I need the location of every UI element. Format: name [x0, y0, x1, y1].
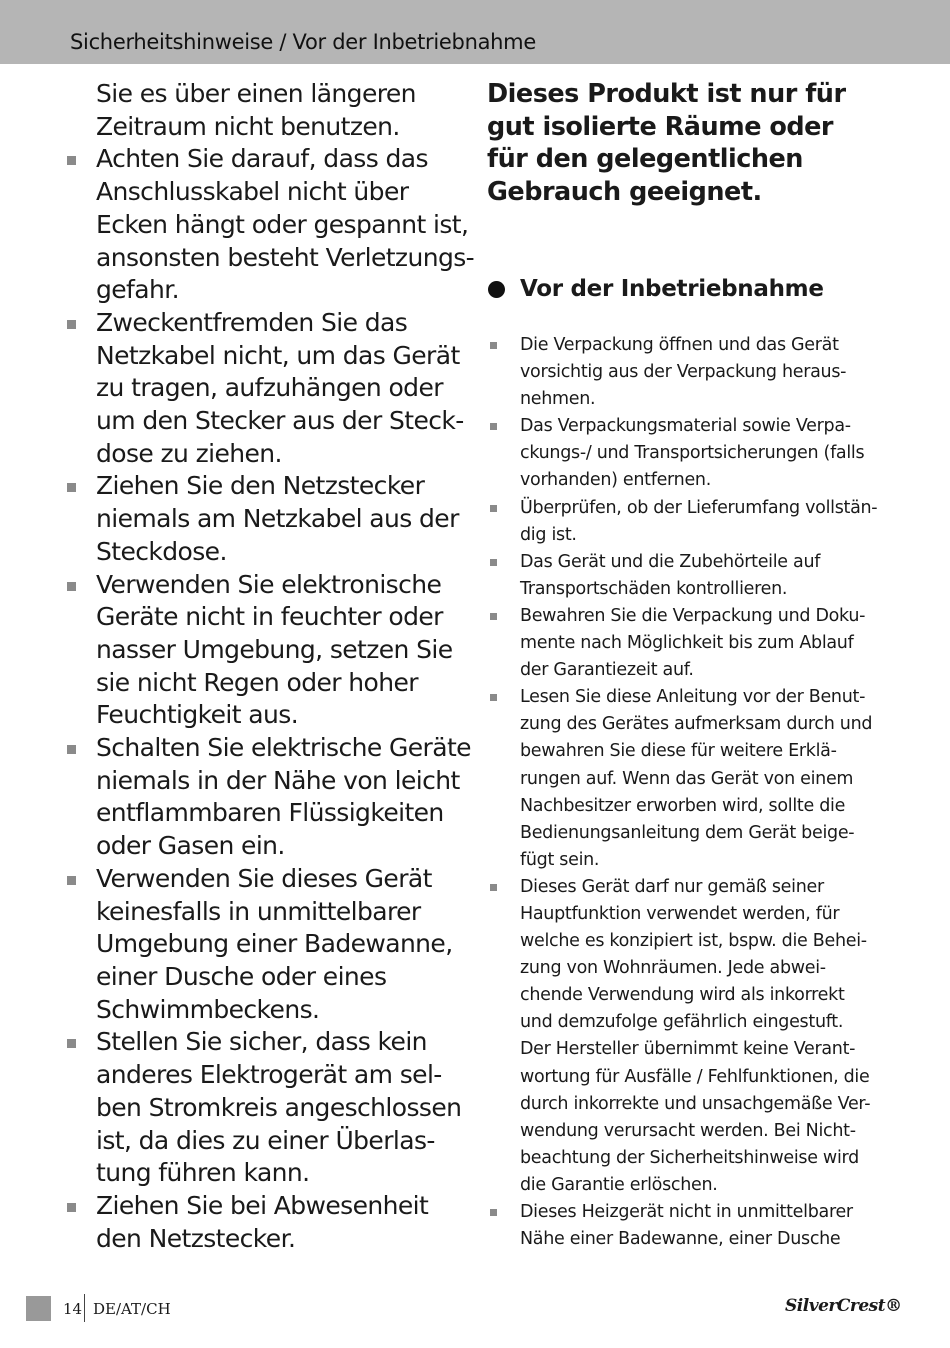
line-text: Dieses Heizgerät nicht in unmittelbarer — [520, 1202, 853, 1222]
list-item-line — [62, 765, 472, 798]
square-bullet-icon — [67, 745, 76, 754]
list-item-line — [62, 503, 472, 536]
list-item-start — [487, 1199, 897, 1226]
square-bullet-icon — [490, 342, 497, 349]
brand-logo: SilverCrest® — [785, 1296, 902, 1316]
line-text: Umgebung einer Badewanne, — [96, 929, 453, 959]
list-item-line — [62, 176, 472, 209]
list-item-line — [487, 711, 897, 738]
line-text: Ziehen Sie den Netzstecker — [96, 471, 425, 501]
line-text: Lesen Sie diese Anleitung vor der Benut- — [520, 687, 866, 708]
list-item-line — [62, 961, 472, 994]
line-text: ckungs-/ und Transportsicherungen (falls — [520, 443, 865, 464]
list-item-line — [62, 1092, 472, 1125]
line-text: Transportschäden kontrollieren. — [520, 578, 788, 599]
line-text: ben Stromkreis angeschlossen — [96, 1092, 462, 1122]
line-text: nehmen. — [520, 389, 596, 410]
list-item-line — [487, 1172, 897, 1199]
line-text: niemals in der Nähe von leicht — [96, 765, 460, 795]
list-item-line — [62, 699, 472, 732]
list-item-line — [487, 440, 897, 467]
line-text: wendung verursacht werden. Bei Nicht- — [520, 1120, 856, 1141]
line-text: niemals am Netzkabel aus der — [96, 504, 459, 534]
line-text: sie nicht Regen oder hoher — [96, 667, 418, 697]
list-item-line — [487, 847, 897, 874]
line-text: keinesfalls in unmittelbarer — [96, 896, 421, 926]
line-text: Achten Sie darauf, dass das — [96, 144, 428, 174]
list-item-line — [487, 657, 897, 684]
square-bullet-icon — [490, 505, 497, 512]
section-heading — [487, 274, 824, 304]
line-text: dig ist. — [520, 524, 577, 545]
list-item-start — [487, 495, 897, 522]
country-codes: DE/AT/CH — [93, 1300, 171, 1318]
list-item-line — [62, 830, 472, 863]
list-item-line — [62, 634, 472, 667]
line-text: zung des Gerätes aufmerksam durch und — [520, 714, 873, 735]
line-text: Feuchtigkeit aus. — [96, 700, 299, 730]
list-item-line — [62, 928, 472, 961]
line-text: fügt sein. — [520, 849, 600, 870]
line-text: entflammbaren Flüssigkeiten — [96, 798, 444, 828]
square-bullet-icon — [490, 613, 497, 620]
product-notice — [487, 78, 897, 208]
line-text: oder Gasen ein. — [96, 831, 285, 861]
list-item-start — [62, 143, 472, 176]
line-text: einer Dusche oder eines — [96, 961, 387, 991]
line-text: gefahr. — [96, 275, 179, 305]
list-item-start — [62, 1026, 472, 1059]
square-bullet-icon — [67, 320, 76, 329]
square-bullet-icon — [490, 884, 497, 891]
list-item-line — [62, 111, 472, 144]
list-item-line — [487, 1091, 897, 1118]
line-text: Schalten Sie elektrische Geräte — [96, 733, 471, 763]
list-item-line — [62, 797, 472, 830]
list-item-line — [487, 630, 897, 657]
list-item-line — [487, 386, 897, 413]
list-item-line — [487, 738, 897, 765]
list-item-start — [62, 863, 472, 896]
line-text: Nachbesitzer erworben wird, sollte die — [520, 795, 846, 816]
line-text: der Garantiezeit auf. — [520, 660, 694, 681]
line-text: Der Hersteller übernimmt keine Verant- — [520, 1039, 856, 1060]
list-item-line — [487, 1145, 897, 1172]
page-number: 14 — [63, 1300, 83, 1318]
notice-line: für den gelegentlichen — [487, 144, 803, 174]
list-item-line — [62, 1157, 472, 1190]
list-item-line — [62, 1059, 472, 1092]
list-item-line — [487, 928, 897, 955]
list-item-line — [62, 601, 472, 634]
square-bullet-icon — [67, 483, 76, 492]
line-text: Ziehen Sie bei Abwesenheit — [96, 1190, 429, 1220]
square-bullet-icon — [490, 559, 497, 566]
list-item-start — [487, 332, 897, 359]
list-item-line — [487, 955, 897, 982]
list-item-line — [62, 994, 472, 1027]
line-text: Überprüfen, ob der Lieferumfang vollstän- — [520, 497, 878, 518]
list-item-line — [487, 359, 897, 386]
line-text: ist, da dies zu einer Überlas- — [96, 1125, 435, 1155]
line-text: anderes Elektrogerät am sel- — [96, 1060, 442, 1090]
line-text: zung von Wohnräumen. Jede abwei- — [520, 958, 826, 979]
line-text: vorhanden) entfernen. — [520, 470, 711, 491]
list-item-line — [487, 793, 897, 820]
square-bullet-icon — [490, 1209, 497, 1216]
list-item-start — [487, 603, 897, 630]
line-text: Sie es über einen längeren — [96, 79, 416, 108]
list-item-start — [487, 874, 897, 901]
line-text: die Garantie erlöschen. — [520, 1174, 718, 1195]
line-text: Zweckentfremden Sie das — [96, 307, 408, 337]
preparation-list — [487, 332, 897, 1253]
line-text: Verwenden Sie elektronische — [96, 569, 442, 599]
list-item-line — [487, 766, 897, 793]
line-text: bewahren Sie diese für weitere Erklä- — [520, 741, 837, 762]
list-item-line — [487, 820, 897, 847]
line-text: Bewahren Sie die Verpackung und Doku- — [520, 605, 866, 626]
list-item-line — [62, 372, 472, 405]
list-item-start — [62, 470, 472, 503]
notice-line: Dieses Produkt ist nur für — [487, 79, 846, 109]
line-text: Das Gerät und die Zubehörteile auf — [520, 551, 821, 572]
line-text: vorsichtig aus der Verpackung heraus- — [520, 362, 847, 383]
list-item-line — [487, 522, 897, 549]
line-text: zu tragen, aufzuhängen oder — [96, 373, 443, 403]
list-item-line — [487, 576, 897, 603]
footer-marker — [26, 1296, 51, 1321]
list-item-line — [62, 78, 472, 111]
square-bullet-icon — [67, 156, 76, 165]
line-text: tung führen kann. — [96, 1158, 310, 1188]
line-text: Bedienungsanleitung dem Gerät beige- — [520, 822, 855, 843]
list-item-line — [62, 536, 472, 569]
line-text: Ecken hängt oder gespannt ist, — [96, 209, 469, 239]
list-item-start — [62, 1190, 472, 1223]
line-text: Hauptfunktion verwendet werden, für — [520, 903, 840, 924]
line-text: beachtung der Sicherheitshinweise wird — [520, 1147, 859, 1168]
list-item-line — [487, 1226, 897, 1253]
list-item-start — [487, 413, 897, 440]
list-item-start — [62, 732, 472, 765]
list-item-start — [62, 307, 472, 340]
list-item-line — [62, 274, 472, 307]
section-heading-text: Vor der Inbetriebnahme — [520, 276, 824, 302]
line-text: dose zu ziehen. — [96, 438, 282, 468]
line-text: rungen auf. Wenn das Gerät von einem — [520, 768, 854, 789]
line-text: Steckdose. — [96, 536, 227, 566]
line-text: Verwenden Sie dieses Gerät — [96, 863, 432, 893]
list-item-line — [62, 438, 472, 471]
square-bullet-icon — [67, 876, 76, 885]
line-text: Stellen Sie sicher, dass kein — [96, 1027, 427, 1057]
page-header — [0, 0, 950, 64]
square-bullet-icon — [490, 423, 497, 430]
list-item-start — [487, 684, 897, 711]
header-title: Sicherheitshinweise / Vor der Inbetriebnahme — [70, 30, 536, 54]
footer-divider — [84, 1294, 85, 1322]
list-item-line — [487, 1009, 897, 1036]
square-bullet-icon — [67, 1039, 76, 1048]
line-text: wortung für Ausfälle / Fehlfunktionen, die — [520, 1066, 870, 1087]
line-text: nasser Umgebung, setzen Sie — [96, 634, 453, 664]
list-item-line — [62, 242, 475, 275]
line-text: Schwimmbeckens. — [96, 994, 320, 1024]
line-text: Das Verpackungsmaterial sowie Verpa- — [520, 416, 851, 437]
line-text: Geräte nicht in feuchter oder — [96, 602, 443, 632]
square-bullet-icon — [67, 1203, 76, 1212]
list-item-line — [62, 667, 472, 700]
line-text: Zeitraum nicht benutzen. — [96, 111, 400, 141]
line-text: ansonsten besteht Verletzungs- — [96, 242, 475, 272]
list-item-line — [62, 1223, 472, 1256]
line-text: um den Stecker aus der Steck- — [96, 406, 464, 436]
line-text: mente nach Möglichkeit bis zum Ablauf — [520, 633, 854, 654]
list-item-line — [487, 982, 897, 1009]
list-item-start — [62, 569, 472, 602]
line-text: und demzufolge gefährlich eingestuft. — [520, 1012, 844, 1033]
list-item-line — [62, 896, 472, 929]
list-item-line — [62, 1125, 472, 1158]
line-text: Netzkabel nicht, um das Gerät — [96, 340, 460, 370]
list-item-start — [487, 549, 897, 576]
list-item-line — [487, 1036, 897, 1063]
list-item-line — [62, 209, 472, 242]
list-item-line — [487, 1064, 897, 1091]
right-column — [487, 78, 897, 1250]
list-item-line — [487, 467, 897, 494]
heading-bullet-icon — [488, 281, 505, 298]
line-text: Dieses Gerät darf nur gemäß seiner — [520, 876, 824, 897]
list-item-line — [62, 405, 472, 438]
square-bullet-icon — [490, 694, 497, 701]
line-text: Die Verpackung öffnen und das Gerät — [520, 335, 839, 355]
notice-line: Gebrauch geeignet. — [487, 176, 762, 207]
line-text: den Netzstecker. — [96, 1223, 296, 1253]
line-text: Anschlusskabel nicht über — [96, 177, 409, 207]
notice-line: gut isolierte Räume oder — [487, 111, 834, 142]
square-bullet-icon — [67, 582, 76, 591]
line-text: Nähe einer Badewanne, einer Dusche — [520, 1229, 841, 1250]
line-text: durch inkorrekte und unsachgemäße Ver- — [520, 1093, 871, 1114]
line-text: welche es konzipiert ist, bspw. die Behei- — [520, 931, 867, 952]
list-item-line — [62, 340, 472, 373]
list-item-line — [487, 901, 897, 928]
list-item-line — [487, 1118, 897, 1145]
line-text: chende Verwendung wird als inkorrekt — [520, 985, 845, 1006]
left-column — [62, 78, 475, 1255]
